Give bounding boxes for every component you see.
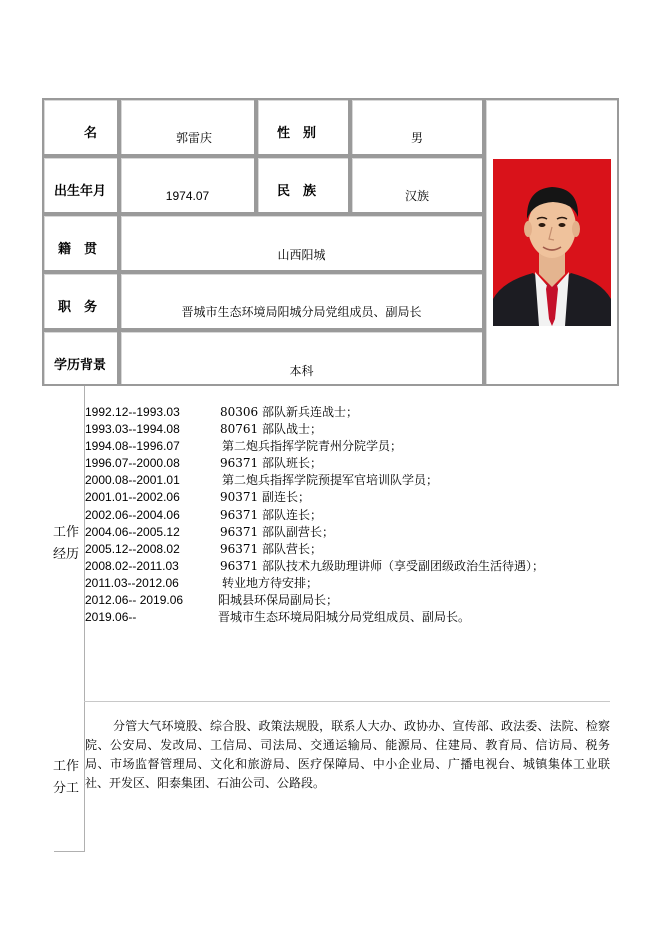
entry-text: 第二炮兵指挥学院预提军官培训队学员； (222, 473, 439, 488)
entry-date: 1994.08--1996.07 (85, 439, 180, 454)
entry-date: 2002.06--2004.06 (85, 507, 180, 522)
birth-label: 出生年月 (54, 184, 107, 199)
entry-text: 晋城市生态环境局阳城分局党组成员、副局长。 (218, 610, 471, 625)
gender-label: 性 别 (277, 126, 317, 141)
ethnicity-value: 汉族 (404, 189, 429, 203)
duty-label (51, 756, 81, 800)
entry-date: 1996.07--2000.08 (85, 456, 180, 471)
entry-date: 2001.01--2002.06 (85, 490, 180, 505)
entry-text: 90371 副连长； (220, 490, 310, 505)
entry-date: 2004.06--2005.12 (85, 524, 180, 539)
duty-label-line2: 分工 (52, 781, 79, 796)
entry-date: 2012.06-- 2019.06 (85, 593, 184, 608)
name-label: 名 (84, 126, 98, 141)
entry-date: 2005.12--2008.02 (85, 541, 180, 556)
name-value: 郭雷庆 (175, 131, 212, 145)
duty-label-line1: 工作 (52, 759, 79, 774)
native-value: 山西阳城 (277, 248, 326, 262)
entry-date: 2008.02--2011.03 (85, 558, 179, 573)
birth-value: 1974.07 (165, 189, 210, 203)
position-value-cell (119, 272, 484, 330)
entry-date: 2019.06-- (85, 610, 137, 625)
entry-date: 1992.12--1993.03 (85, 405, 180, 419)
portrait-icon (493, 159, 611, 326)
entry-text: 96371 部队连长； (220, 507, 322, 522)
entry-text: 80306 部队新兵连战士； (220, 405, 358, 419)
entry-text: 第二炮兵指挥学院青州分院学员； (222, 439, 403, 454)
entry-date: 2000.08--2001.01 (85, 473, 180, 488)
birth-value-cell (119, 156, 256, 214)
position-label: 职 务 (58, 300, 98, 315)
entry-text: 96371 部队副营长； (220, 524, 334, 539)
native-label: 籍 贯 (58, 242, 98, 257)
entry-date: 1993.03--1994.08 (85, 422, 180, 437)
gender-value: 男 (410, 131, 423, 145)
section-divider (84, 701, 610, 702)
education-label: 学历背景 (54, 358, 107, 373)
entry-date: 2011.03--2012.06 (85, 575, 179, 590)
duty-bottom-border (54, 851, 85, 852)
entry-text: 96371 部队班长； (220, 456, 322, 471)
name-value-cell (119, 98, 256, 156)
entry-text: 96371 部队技术九级助理讲师（享受副团级政治生活待遇）； (220, 558, 544, 573)
duty-text: 分管大气环境股、综合股、政策法规股，联系人大办、政协办、宣传部、政法委、法院、检察院、公安局、发改局、工信局、司法局、交通运输局、能源局、住建局、教育局、信访局、税务局、市场监督管理局、文化和旅游局、医疗保障局、中小企业局、广播电视台、城镇集体工业联社、开发区、阳泰集团、石油公司、公路段。 (85, 719, 610, 790)
entry-text: 96371 部队营长； (220, 541, 322, 556)
ethnicity-value-cell (350, 156, 484, 214)
native-value-cell (119, 214, 484, 272)
ethnicity-label: 民 族 (277, 184, 317, 199)
experience-label (51, 522, 81, 566)
name-label-cell (42, 98, 119, 156)
portrait-photo (493, 159, 611, 326)
entry-text: 80761 部队战士； (220, 422, 322, 437)
experience-label-line1: 工作 (52, 525, 79, 540)
entry-text: 阳城县环保局副局长； (218, 593, 339, 608)
gender-value-cell (350, 98, 484, 156)
position-value: 晋城市生态环境局阳城分局党组成员、副局长 (181, 305, 422, 319)
entry-text: 转业地方待安排； (222, 575, 319, 590)
experience-label-line2: 经历 (52, 547, 79, 562)
education-value: 本科 (289, 364, 314, 378)
